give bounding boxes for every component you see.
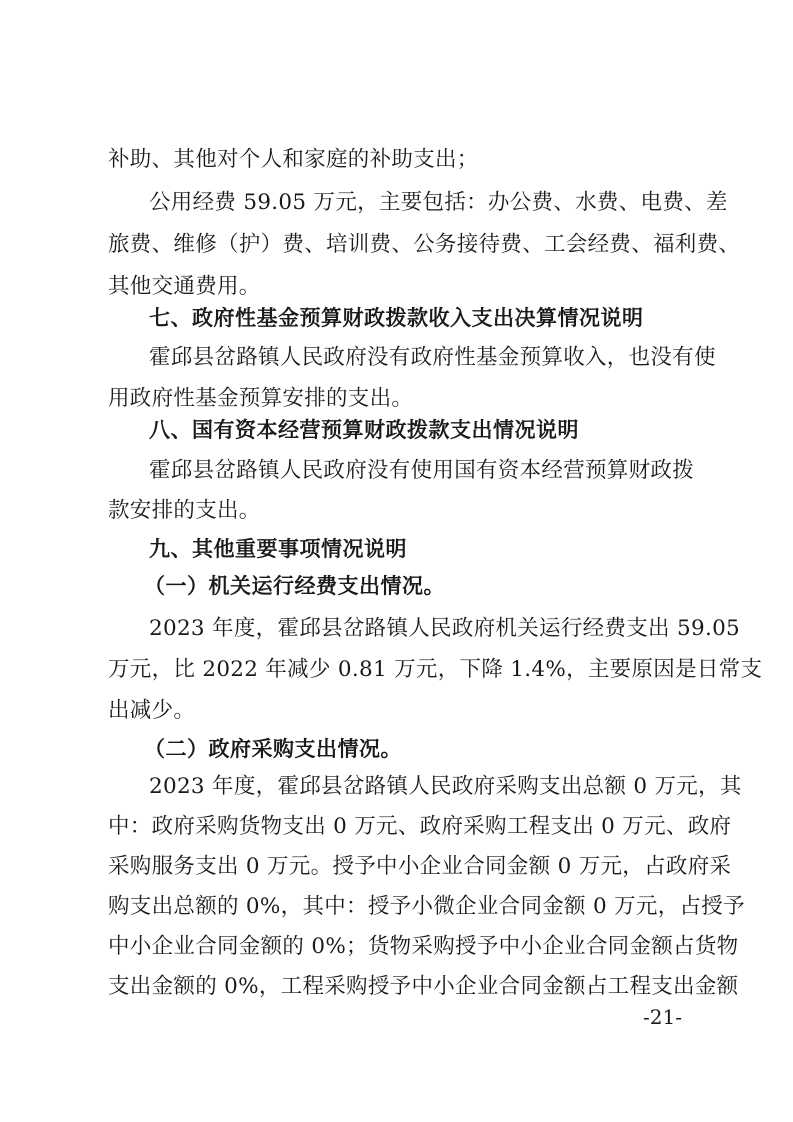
subsection-heading-2: （二）政府采购支出情况。 bbox=[144, 737, 402, 761]
body-line: 霍邱县岔路镇人民政府没有政府性基金预算收入，也没有使 bbox=[149, 345, 716, 370]
body-line: 支出金额的 0%，工程采购授予中小企业合同金额占工程支出金额 bbox=[108, 974, 739, 999]
body-line: 采购服务支出 0 万元。授予中小企业合同金额 0 万元，占政府采 bbox=[108, 854, 732, 879]
body-line: 霍邱县岔路镇人民政府没有使用国有资本经营预算财政拨 bbox=[149, 458, 695, 483]
body-line: 购支出总额的 0%，其中：授予小微企业合同金额 0 万元，占授予 bbox=[108, 894, 745, 919]
section-heading-9: 九、其他重要事项情况说明 bbox=[149, 537, 407, 561]
body-line: 款安排的支出。 bbox=[108, 498, 261, 523]
body-line: 中：政府采购货物支出 0 万元、政府采购工程支出 0 万元、政府 bbox=[108, 814, 732, 839]
body-line: 2023 年度，霍邱县岔路镇人民政府采购支出总额 0 万元，其 bbox=[149, 774, 742, 799]
page-number: -21- bbox=[643, 1005, 682, 1029]
section-heading-8: 八、国有资本经营预算财政拨款支出情况说明 bbox=[149, 418, 579, 442]
subsection-heading-1: （一）机关运行经费支出情况。 bbox=[144, 574, 445, 598]
body-line: 公用经费 59.05 万元，主要包括：办公费、水费、电费、差 bbox=[149, 190, 728, 215]
body-line: 用政府性基金预算安排的支出。 bbox=[108, 386, 414, 411]
body-line: 中小企业合同金额的 0%；货物采购授予中小企业合同金额占货物 bbox=[108, 934, 739, 959]
body-line: 补助、其他对个人和家庭的补助支出； bbox=[108, 147, 479, 172]
section-heading-7: 七、政府性基金预算财政拨款收入支出决算情况说明 bbox=[149, 306, 644, 330]
body-line: 万元，比 2022 年减少 0.81 万元，下降 1.4%，主要原因是日常支 bbox=[108, 657, 763, 682]
body-line: 2023 年度，霍邱县岔路镇人民政府机关运行经费支出 59.05 bbox=[149, 616, 741, 641]
body-line: 出减少。 bbox=[108, 698, 196, 723]
body-line: 其他交通费用。 bbox=[108, 274, 261, 299]
body-line: 旅费、维修（护）费、培训费、公务接待费、工会经费、福利费、 bbox=[108, 232, 741, 257]
